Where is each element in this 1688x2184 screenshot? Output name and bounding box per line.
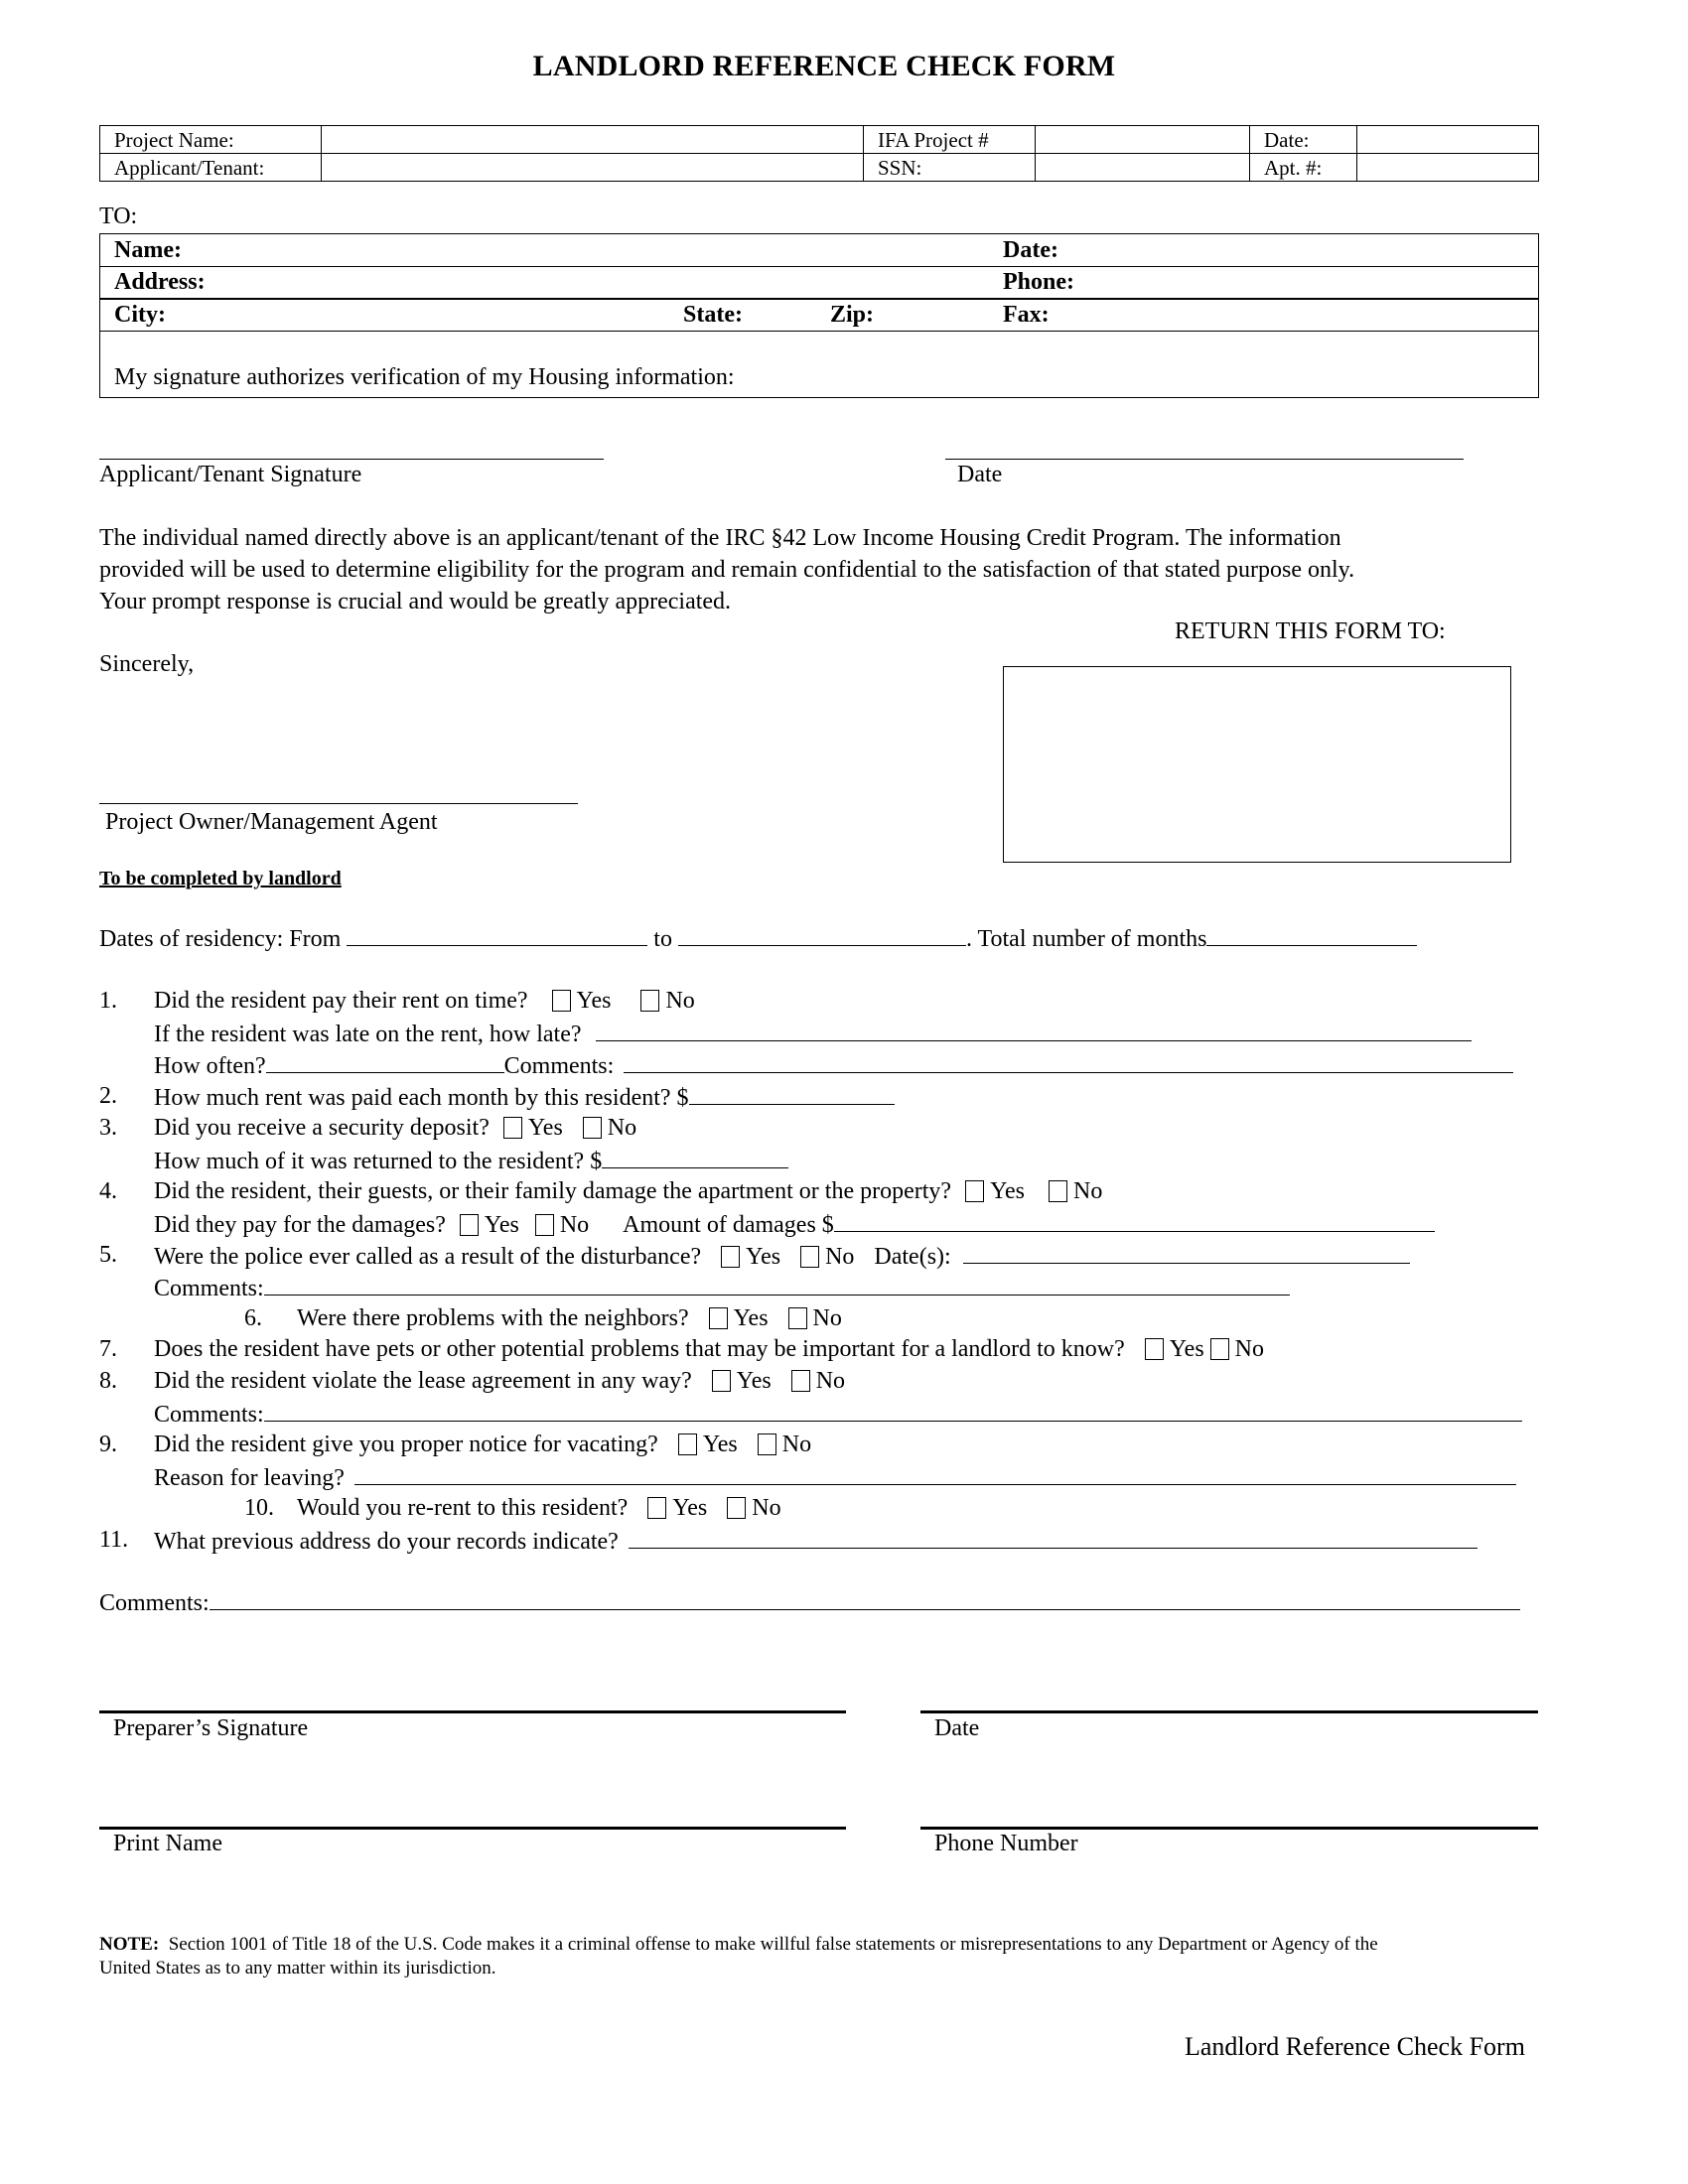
ssn-label: SSN: [864, 154, 1036, 182]
residency-label: Dates of residency: From [99, 926, 342, 952]
zip-label: Zip: [830, 302, 875, 328]
q5-comments-label: Comments: [154, 1276, 264, 1301]
applicant-signature-line[interactable] [99, 459, 604, 460]
q5-dates-field[interactable] [963, 1241, 1410, 1264]
q3-text: Did you receive a security deposit? [154, 1115, 490, 1141]
q3-returned-label: How much of it was returned to the resident? $ [154, 1149, 603, 1174]
comments-field[interactable] [210, 1587, 1520, 1610]
q11-text: What previous address do your records indicate? [154, 1529, 619, 1555]
residency-to-field[interactable] [678, 923, 966, 946]
q3-returned-field[interactable] [602, 1146, 788, 1168]
q9-no-checkbox[interactable] [758, 1433, 776, 1455]
q10-no-label: No [752, 1495, 781, 1521]
phone-number-label: Phone Number [934, 1831, 1078, 1856]
q4-paid-no-label: No [559, 1212, 590, 1238]
q2-rent-field[interactable] [689, 1082, 895, 1105]
q3-returned-row [154, 1146, 788, 1175]
q4-amount-label: Amount of damages $ [623, 1212, 834, 1238]
to-date-label: Date: [1003, 237, 1058, 263]
q1-comments-label: Comments: [503, 1053, 615, 1079]
date-field[interactable] [1357, 126, 1539, 154]
comments-label: Comments: [99, 1590, 210, 1616]
authorization-text: My signature authorizes verification of my Housing information: [114, 364, 735, 390]
q7-no-checkbox[interactable] [1210, 1338, 1229, 1360]
q1-late-label: If the resident was late on the rent, how late? [154, 1022, 582, 1047]
q1-comments-field[interactable] [624, 1050, 1513, 1073]
address-label: Address: [114, 269, 206, 295]
q7-text: Does the resident have pets or other potential problems that may be important for a landlord to know? [154, 1336, 1125, 1362]
applicant-signature-label: Applicant/Tenant Signature [99, 462, 362, 487]
q10-row [297, 1494, 781, 1522]
q8-text: Did the resident violate the lease agreement in any way? [154, 1368, 692, 1394]
q9-reason-label: Reason for leaving? [154, 1465, 345, 1491]
q1-often-row [154, 1050, 1513, 1080]
note-label: NOTE: [99, 1934, 160, 1955]
q11-number: 11. [99, 1527, 129, 1553]
q10-yes-checkbox[interactable] [647, 1497, 666, 1519]
q1-how-often-label: How often? [154, 1053, 266, 1079]
preparer-date-label: Date [934, 1715, 980, 1741]
q4-no-checkbox[interactable] [1049, 1180, 1067, 1202]
return-address-box [1003, 666, 1511, 863]
note-text: Section 1001 of Title 18 of the U.S. Code makes it a criminal offense to make willful false statements or misrepresentations to any Department or Agency of the [159, 1934, 1378, 1955]
note-line-2: United States as to any matter within its jurisdiction. [99, 1958, 496, 1979]
q7-row [154, 1335, 1264, 1363]
q4-paid-no-checkbox[interactable] [535, 1214, 554, 1236]
preparer-signature-label: Preparer’s Signature [113, 1715, 309, 1741]
q2-number: 2. [99, 1083, 117, 1109]
intro-line-3: Your prompt response is crucial and would be greatly appreciated. [99, 589, 732, 614]
q6-no-checkbox[interactable] [788, 1307, 807, 1329]
q9-yes-label: Yes [702, 1432, 738, 1457]
preparer-signature-line[interactable] [99, 1710, 846, 1713]
q6-text: Were there problems with the neighbors? [297, 1305, 689, 1331]
q1-yes-label: Yes [576, 988, 612, 1014]
form-title: LANDLORD REFERENCE CHECK FORM [532, 50, 1116, 82]
q4-no-label: No [1072, 1178, 1103, 1204]
q3-row [154, 1114, 636, 1142]
q8-yes-label: Yes [736, 1368, 772, 1394]
q11-address-field[interactable] [629, 1526, 1477, 1549]
residency-row [99, 923, 1417, 953]
note-line-1 [99, 1933, 1378, 1957]
q5-comments-field[interactable] [264, 1273, 1290, 1296]
sincerely-text: Sincerely, [99, 651, 195, 677]
applicant-date-label: Date [957, 462, 1003, 487]
total-months-label: . Total number of months [965, 926, 1207, 952]
q1-number: 1. [99, 988, 117, 1014]
q1-no-checkbox[interactable] [640, 990, 659, 1012]
to-row-city[interactable] [100, 299, 1538, 332]
q5-yes-checkbox[interactable] [721, 1246, 740, 1268]
q8-row [154, 1367, 845, 1395]
q5-dates-label: Date(s): [874, 1244, 951, 1270]
ifa-project-field[interactable] [1036, 126, 1250, 154]
intro-line-2: provided will be used to determine eligibility for the program and remain confidential to the satisfaction of that stated purpose only. [99, 557, 1355, 583]
q7-yes-checkbox[interactable] [1145, 1338, 1164, 1360]
project-name-label: Project Name: [100, 126, 322, 154]
q9-reason-field[interactable] [354, 1462, 1516, 1485]
project-name-field[interactable] [322, 126, 864, 154]
applicant-date-line[interactable] [945, 459, 1464, 460]
name-label: Name: [114, 237, 182, 263]
q7-yes-label: Yes [1169, 1336, 1204, 1362]
q8-comments-field[interactable] [264, 1399, 1522, 1422]
to-row-name[interactable] [100, 234, 1538, 267]
q8-yes-checkbox[interactable] [712, 1370, 731, 1392]
date-label: Date: [1250, 126, 1357, 154]
q3-no-checkbox[interactable] [583, 1117, 602, 1139]
q8-no-label: No [815, 1368, 846, 1394]
q1-text: Did the resident pay their rent on time? [154, 988, 528, 1014]
q1-yes-checkbox[interactable] [552, 990, 571, 1012]
q3-no-label: No [607, 1115, 637, 1141]
q5-comments-row [154, 1273, 1290, 1302]
q10-text: Would you re-rent to this resident? [297, 1495, 629, 1521]
q5-number: 5. [99, 1242, 117, 1268]
q8-number: 8. [99, 1368, 117, 1394]
city-label: City: [114, 302, 166, 328]
q5-no-checkbox[interactable] [800, 1246, 819, 1268]
q11-row [154, 1526, 1477, 1556]
q6-yes-label: Yes [733, 1305, 769, 1331]
q8-comments-row [154, 1399, 1522, 1429]
q3-yes-label: Yes [527, 1115, 563, 1141]
page-footer: Landlord Reference Check Form [1185, 2032, 1525, 2061]
q1-late-field[interactable] [596, 1019, 1472, 1041]
q3-yes-checkbox[interactable] [503, 1117, 522, 1139]
q4-row [154, 1177, 1102, 1205]
comments-row [99, 1587, 1520, 1617]
q9-text: Did the resident give you proper notice for vacating? [154, 1432, 658, 1457]
to-box [99, 233, 1539, 398]
q3-number: 3. [99, 1115, 117, 1141]
q7-number: 7. [99, 1336, 117, 1362]
q5-yes-label: Yes [746, 1244, 781, 1270]
q9-reason-row [154, 1462, 1516, 1492]
ifa-project-label: IFA Project # [864, 126, 1036, 154]
q4-paid-label: Did they pay for the damages? [154, 1212, 446, 1238]
q6-row [297, 1304, 842, 1332]
to-row-address[interactable] [100, 266, 1538, 300]
q8-no-checkbox[interactable] [791, 1370, 810, 1392]
q2-text: How much rent was paid each month by this resident? $ [154, 1085, 689, 1111]
fax-label: Fax: [1003, 302, 1050, 328]
applicant-label: Applicant/Tenant: [100, 154, 322, 182]
print-name-label: Print Name [113, 1831, 222, 1856]
q9-row [154, 1431, 811, 1458]
q9-no-label: No [781, 1432, 812, 1457]
q4-yes-label: Yes [990, 1178, 1025, 1204]
q4-paid-yes-label: Yes [484, 1212, 519, 1238]
return-to-label: RETURN THIS FORM TO: [1175, 618, 1446, 644]
agent-label: Project Owner/Management Agent [105, 809, 438, 835]
q1-row [154, 987, 695, 1015]
applicant-field[interactable] [322, 154, 864, 182]
residency-from-field[interactable] [347, 923, 647, 946]
q9-number: 9. [99, 1432, 117, 1457]
intro-line-1: The individual named directly above is an applicant/tenant of the IRC §42 Low Income Housing Credit Program. The information [99, 525, 1341, 551]
state-label: State: [683, 302, 743, 328]
q6-no-label: No [812, 1305, 842, 1331]
q9-yes-checkbox[interactable] [678, 1433, 697, 1455]
q4-paid-yes-checkbox[interactable] [460, 1214, 479, 1236]
q4-paid-row [154, 1209, 1435, 1239]
total-months-field[interactable] [1206, 923, 1417, 946]
q10-no-checkbox[interactable] [727, 1497, 746, 1519]
q7-no-label: No [1234, 1336, 1264, 1362]
q6-yes-checkbox[interactable] [709, 1307, 728, 1329]
q10-yes-label: Yes [672, 1495, 708, 1521]
project-info-table [99, 125, 1539, 182]
q10-number: 10. [244, 1495, 274, 1521]
residency-to-label: to [653, 926, 672, 952]
q1-late-row [154, 1019, 1472, 1048]
landlord-section-heading: To be completed by landlord [99, 868, 342, 889]
apt-field[interactable] [1357, 154, 1539, 182]
q8-comments-label: Comments: [154, 1402, 264, 1428]
phone-label: Phone: [1003, 269, 1074, 295]
q4-text: Did the resident, their guests, or their family damage the apartment or the property? [154, 1178, 952, 1204]
q4-yes-checkbox[interactable] [965, 1180, 984, 1202]
q5-no-label: No [825, 1244, 855, 1270]
q1-how-often-field[interactable] [266, 1050, 504, 1073]
q5-text: Were the police ever called as a result of the disturbance? [154, 1244, 702, 1270]
preparer-date-line[interactable] [920, 1710, 1538, 1713]
q2-row [154, 1082, 895, 1112]
q5-row [154, 1241, 1410, 1271]
agent-signature-line[interactable] [99, 803, 578, 804]
q4-number: 4. [99, 1178, 117, 1204]
q4-amount-field[interactable] [834, 1209, 1435, 1232]
q1-no-label: No [665, 988, 695, 1014]
to-label: TO: [99, 204, 138, 229]
ssn-field[interactable] [1036, 154, 1250, 182]
q6-number: 6. [244, 1305, 262, 1331]
apt-label: Apt. #: [1250, 154, 1357, 182]
